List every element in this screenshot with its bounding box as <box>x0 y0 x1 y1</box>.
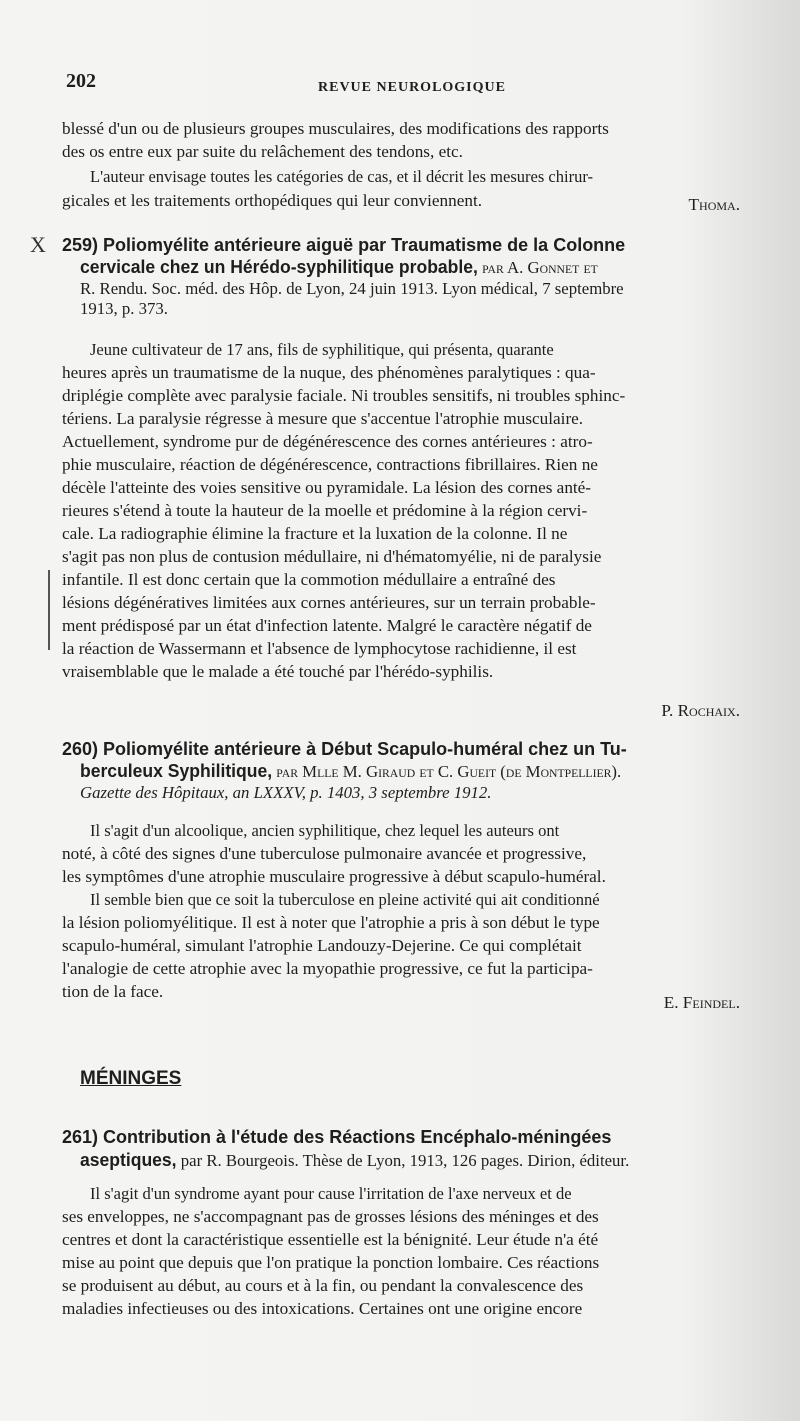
text-line: ses enveloppes, ne s'accompagnant pas de grosses lésions des méninges et des <box>62 1207 599 1226</box>
article-title-line: cervicale chez un Hérédo-syphilitique probable, par A. Gonnet et <box>80 257 598 277</box>
text-line: gicales et les traitements orthopédiques qui leur conviennent. <box>62 191 483 210</box>
text-line: des os entre eux par suite du relâchement des tendons, etc. <box>62 142 463 161</box>
text-line: tion de la face. <box>62 982 164 1001</box>
text-line: Il semble bien que ce soit la tuberculose en pleine activité qui ait conditionné <box>90 890 600 909</box>
text-line: rieures s'étend à toute la hauteur de la moelle et prédomine à la région cervi- <box>62 501 588 520</box>
text-line: décèle l'atteinte des voies sensitive ou pyramidale. La lésion des cornes anté- <box>62 478 592 497</box>
author-signature: P. Rochaix. <box>661 701 740 720</box>
article-title-line: berculeux Syphilitique, par Mlle M. Giraud et C. Gueit (de Montpellier). <box>80 761 622 781</box>
text-line: L'auteur envisage toutes les catégories de cas, et il décrit les mesures chirur- <box>90 167 594 186</box>
running-head: REVUE NEUROLOGIQUE <box>318 80 506 95</box>
text-line: Il s'agit d'un syndrome ayant pour cause l'irritation de l'axe nerveux et de <box>90 1184 572 1203</box>
text-line: heures après un traumatisme de la nuque, des phénomènes paralytiques : qua- <box>62 363 596 382</box>
article-reference: Gazette des Hôpitaux, an LXXXV, p. 1403, 3 septembre 1912. <box>80 783 492 802</box>
section-heading: MÉNINGES <box>80 1068 182 1089</box>
article-reference: R. Rendu. Soc. méd. des Hôp. de Lyon, 24 juin 1913. Lyon médical, 7 septembre <box>80 279 624 298</box>
text-line: les symptômes d'une atrophie musculaire progressive à début scapulo-huméral. <box>62 867 606 886</box>
margin-annotation: X <box>30 232 46 257</box>
text-line: scapulo-huméral, simulant l'atrophie Landouzy-Dejerine. Ce qui complétait <box>62 936 582 955</box>
text-line: maladies infectieuses ou des intoxications. Certaines ont une origine encore <box>62 1299 583 1318</box>
text-line: infantile. Il est donc certain que la commotion médullaire a entraîné des <box>62 570 556 589</box>
text-line: noté, à côté des signes d'une tuberculose pulmonaire avancée et progressive, <box>62 844 587 863</box>
text-line: driplégie complète avec paralysie faciale. Ni troubles sensitifs, ni troubles sphinc- <box>62 386 626 405</box>
text-line: blessé d'un ou de plusieurs groupes musculaires, des modifications des rapports <box>62 119 609 138</box>
article-title-line: aseptiques, par R. Bourgeois. Thèse de Lyon, 1913, 126 pages. Dirion, éditeur. <box>80 1150 630 1170</box>
text-line: phie musculaire, réaction de dégénérescence, contractions fibrillaires. Rien ne <box>62 455 598 474</box>
article-title: 261) Contribution à l'étude des Réactions Encéphalo-méningées <box>62 1127 612 1147</box>
text-line: Jeune cultivateur de 17 ans, fils de syphilitique, qui présenta, quarante <box>90 340 554 359</box>
page-number: 202 <box>66 70 96 92</box>
article-title: 259) Poliomyélite antérieure aiguë par Traumatisme de la Colonne <box>62 235 626 255</box>
text-line: Actuellement, syndrome pur de dégénérescence des cornes antérieures : atro- <box>62 432 593 451</box>
text-line: lésions dégénératives limitées aux cornes antérieures, sur un terrain probable- <box>62 593 596 612</box>
article-title: 260) Poliomyélite antérieure à Début Scapulo-huméral chez un Tu- <box>62 739 627 759</box>
text-line: se produisent au début, au cours et à la fin, ou pendant la convalescence des <box>62 1276 584 1295</box>
text-line: Il s'agit d'un alcoolique, ancien syphilitique, chez lequel les auteurs ont <box>90 821 560 840</box>
text-line: la lésion poliomyélitique. Il est à noter que l'atrophie a pris à son début le type <box>62 913 600 932</box>
author-signature: E. Feindel. <box>663 993 740 1012</box>
article-reference: 1913, p. 373. <box>80 299 168 318</box>
text-line: la réaction de Wassermann et l'absence de lymphocytose rachidienne, il est <box>62 639 577 658</box>
text-line: s'agit pas non plus de contusion médullaire, ni d'hématomyélie, ni de paralysie <box>62 547 602 566</box>
author-signature: Thoma. <box>688 195 740 214</box>
margin-bar <box>48 570 50 650</box>
text-line: cale. La radiographie élimine la fracture et la luxation de la colonne. Il ne <box>62 524 568 543</box>
text-line: vraisemblable que le malade a été touché par l'hérédo-syphilis. <box>62 662 494 681</box>
text-line: ment prédisposé par un état d'infection latente. Malgré le caractère négatif de <box>62 616 592 635</box>
text-line: centres et dont la caractéristique essentielle est la bénignité. Leur étude n'a été <box>62 1230 599 1249</box>
text-line: mise au point que depuis que l'on pratique la ponction lombaire. Ces réactions <box>62 1253 600 1272</box>
text-line: tériens. La paralysie régresse à mesure que s'accentue l'atrophie musculaire. <box>62 409 584 428</box>
text-line: l'analogie de cette atrophie avec la myopathie progressive, ce fut la participa- <box>62 959 593 978</box>
